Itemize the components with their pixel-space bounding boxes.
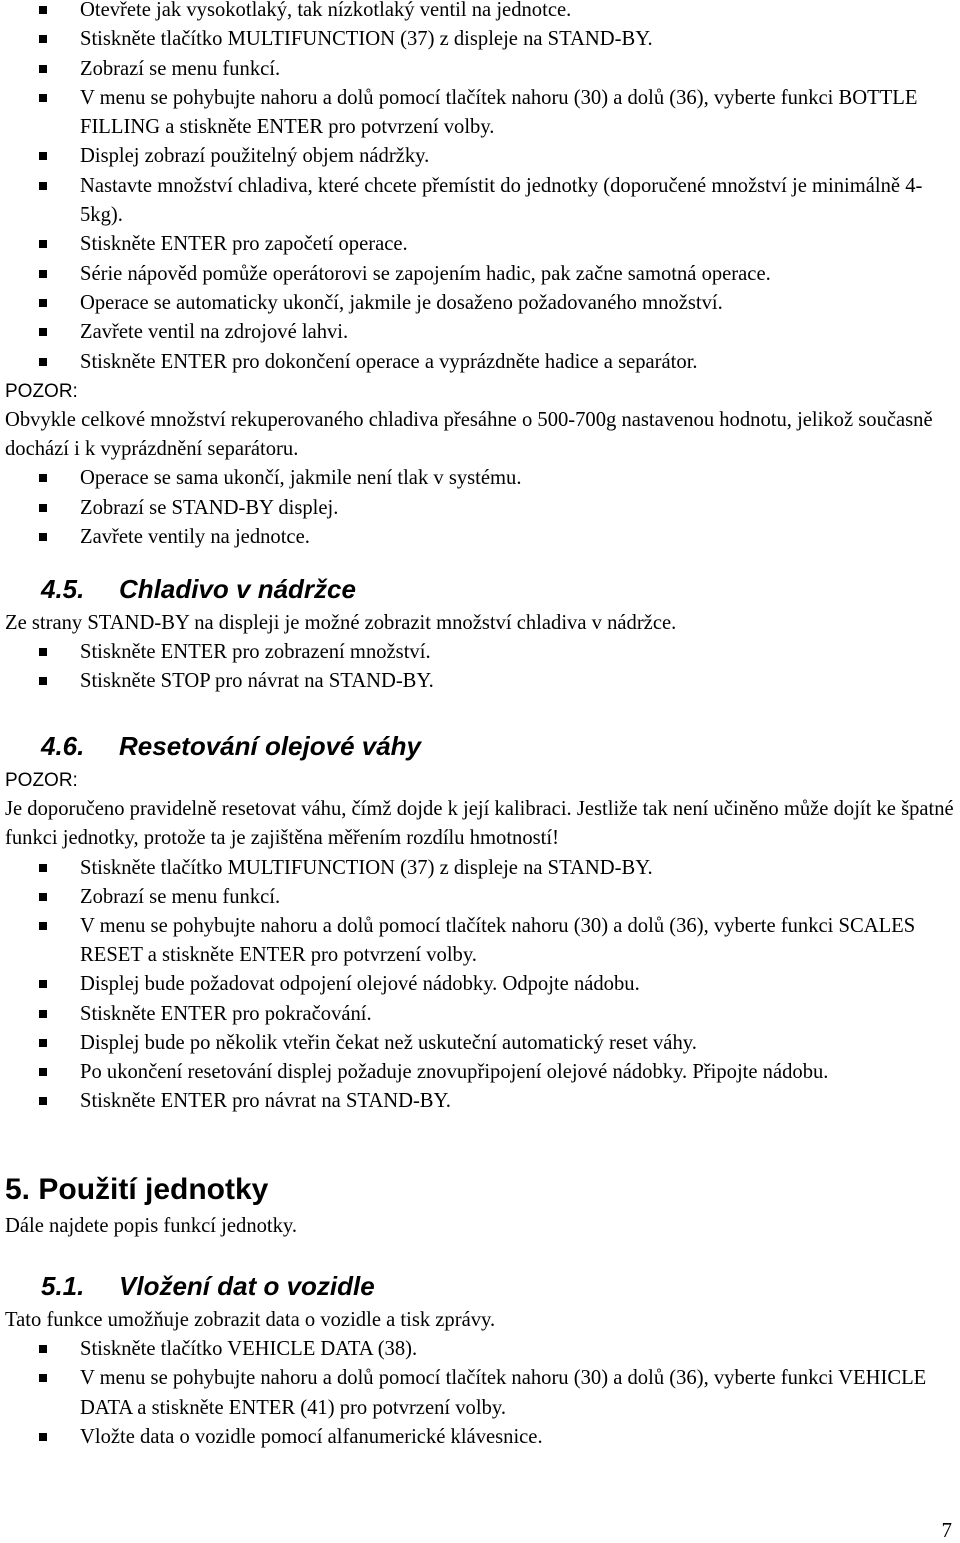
square-bullet-icon (39, 65, 47, 73)
section-intro: Tato funkce umožňuje zobrazit data o vozidle a tisk zprávy. (5, 1309, 496, 1331)
list-item (0, 1058, 960, 1087)
square-bullet-icon (39, 152, 47, 160)
square-bullet-icon (39, 1068, 47, 1076)
square-bullet-icon (39, 474, 47, 482)
chapter-intro: Dále najdete popis funkcí jednotky. (5, 1215, 298, 1237)
square-bullet-icon (39, 270, 47, 278)
list-item-text: Zavřete ventil na zdrojové lahvi. (80, 321, 349, 344)
section-title: Chladivo v nádržce (119, 574, 356, 604)
list-item-text: Stiskněte tlačítko MULTIFUNCTION (37) z displeje na STAND-BY. (80, 856, 653, 879)
section-heading (0, 569, 960, 609)
list-item-text: V menu se pohybujte nahoru a dolů pomocí tlačítek nahoru (30) a dolů (36), vyberte funkci VEHICLE DATA a stiskněte ENTER (41) pro potvrzení volby. (80, 1367, 927, 1419)
list-item (0, 1364, 960, 1422)
square-bullet-icon (39, 1374, 47, 1382)
list-item (0, 260, 960, 289)
square-bullet-icon (39, 182, 47, 190)
section-title: Resetování olejové váhy (119, 731, 422, 761)
square-bullet-icon (39, 533, 47, 541)
square-bullet-icon (39, 6, 47, 14)
list-item-text: Stiskněte STOP pro návrat na STAND-BY. (80, 670, 434, 693)
list-item (0, 523, 960, 552)
list-item-text: Zavřete ventily na jednotce. (80, 526, 310, 549)
list-item (0, 230, 960, 259)
square-bullet-icon (39, 328, 47, 336)
square-bullet-icon (39, 299, 47, 307)
page-number: 7 (941, 1518, 952, 1542)
square-bullet-icon (39, 1010, 47, 1018)
list-item (0, 1335, 960, 1364)
list-item (0, 1000, 960, 1029)
list-item-text: Displej bude po několik vteřin čekat než uskuteční automatický reset váhy. (80, 1031, 697, 1054)
section-heading (0, 1266, 960, 1306)
square-bullet-icon (39, 1433, 47, 1441)
square-bullet-icon (39, 648, 47, 656)
square-bullet-icon (39, 864, 47, 872)
square-bullet-icon (39, 893, 47, 901)
square-bullet-icon (39, 980, 47, 988)
list-item (0, 348, 960, 377)
square-bullet-icon (39, 358, 47, 366)
list-item-text: Stiskněte ENTER pro zobrazení množství. (80, 641, 431, 664)
section-heading (0, 726, 960, 766)
list-item-text: Operace se automaticky ukončí, jakmile je dosaženo požadovaného množství. (80, 291, 723, 314)
list-item-text: Displej bude požadovat odpojení olejové nádobky. Odpojte nádobu. (80, 973, 640, 996)
list-item-text: Displej zobrazí použitelný objem nádržky. (80, 145, 430, 168)
warning-text: Obvykle celkové množství rekuperovaného chladiva přesáhne o 500-700g nastavenou hodnotu, jelikož současně dochází i k vyprázdnění separátoru. (5, 409, 933, 461)
section-number: 4.5. (41, 574, 85, 604)
square-bullet-icon (39, 1345, 47, 1353)
bottle-filling-steps (0, 0, 960, 377)
square-bullet-icon (39, 504, 47, 512)
list-item (0, 172, 960, 231)
list-item-text: Stiskněte ENTER pro návrat na STAND-BY. (80, 1090, 451, 1113)
warning-text: Je doporučeno pravidelně resetovat váhu, čímž dojde k její kalibraci. Jestliže tak není učiněno může dojít ke špatné funkci jednotky, protože ta je zajištěna měřením rozdílu hmotností! (5, 798, 954, 850)
list-item (0, 318, 960, 347)
list-item (0, 912, 960, 970)
warning-label: POZOR: (5, 770, 78, 791)
list-item-text: Zobrazí se STAND-BY displej. (80, 496, 339, 519)
vehicle-data-steps (0, 1335, 960, 1452)
section-5-1 (0, 1266, 960, 1452)
list-item (0, 638, 960, 667)
list-item (0, 1423, 960, 1452)
list-item (0, 1029, 960, 1058)
list-item-text: Stiskněte ENTER pro započetí operace. (80, 233, 408, 256)
list-item (0, 84, 960, 143)
square-bullet-icon (39, 922, 47, 930)
list-item (0, 142, 960, 171)
bottle-filling-procedure (0, 0, 960, 552)
list-item (0, 55, 960, 84)
list-item-text: Zobrazí se menu funkcí. (80, 885, 281, 908)
list-item (0, 1087, 960, 1116)
list-item (0, 854, 960, 883)
list-item (0, 970, 960, 999)
square-bullet-icon (39, 1039, 47, 1047)
list-item-text: Stiskněte tlačítko VEHICLE DATA (38). (80, 1338, 418, 1361)
section-4-5 (0, 569, 960, 697)
list-item (0, 667, 960, 696)
section-intro: Ze strany STAND-BY na displeji je možné zobrazit množství chladiva v nádržce. (5, 612, 677, 634)
list-item (0, 289, 960, 318)
list-item (0, 0, 960, 25)
list-item (0, 883, 960, 912)
list-item (0, 25, 960, 54)
section-number: 4.6. (41, 731, 85, 761)
list-item-text: Stiskněte tlačítko MULTIFUNCTION (37) z displeje na STAND-BY. (80, 28, 653, 51)
list-item-text: Operace se sama ukončí, jakmile není tlak v systému. (80, 467, 522, 490)
square-bullet-icon (39, 35, 47, 43)
square-bullet-icon (39, 1097, 47, 1105)
section-4-6 (0, 726, 960, 1116)
list-item-text: Zobrazí se menu funkcí. (80, 57, 281, 80)
list-item-text: V menu se pohybujte nahoru a dolů pomocí tlačítek nahoru (30) a dolů (36), vyberte funkci BOTTLE FILLING a stiskněte ENTER pro potvrzení volby. (80, 86, 918, 139)
list-item-text: Stiskněte ENTER pro dokončení operace a vyprázdněte hadice a separátor. (80, 350, 698, 373)
section-5 (0, 1168, 960, 1241)
square-bullet-icon (39, 240, 47, 248)
section-title: Vložení dat o vozidle (119, 1271, 375, 1301)
list-item-text: Nastavte množství chladiva, které chcete přemístit do jednotky (doporučené množství je minimálně 4-5kg). (80, 174, 923, 227)
scales-reset-steps (0, 854, 960, 1117)
list-item-text: V menu se pohybujte nahoru a dolů pomocí tlačítek nahoru (30) a dolů (36), vyberte funkci SCALES RESET a stiskněte ENTER pro potvrzení volby. (80, 915, 916, 967)
list-item-text: Série nápověd pomůže operátorovi se zapojením hadic, pak začne samotná operace. (80, 262, 771, 285)
chapter-heading: 5. Použití jednotky (5, 1173, 269, 1206)
tank-steps (0, 638, 960, 696)
list-item-text: Stiskněte ENTER pro pokračování. (80, 1002, 372, 1025)
list-item-text: Otevřete jak vysokotlaký, tak nízkotlaký ventil na jednotce. (80, 0, 572, 21)
square-bullet-icon (39, 94, 47, 102)
list-item-text: Vložte data o vozidle pomocí alfanumerické klávesnice. (80, 1425, 543, 1448)
warning-label: POZOR: (5, 380, 78, 402)
bottle-filling-final-steps (0, 464, 960, 552)
list-item (0, 464, 960, 493)
list-item (0, 494, 960, 523)
list-item-text: Po ukončení resetování displej požaduje znovupřipojení olejové nádobky. Připojte nádobu. (80, 1061, 829, 1084)
square-bullet-icon (39, 677, 47, 685)
section-number: 5.1. (41, 1271, 85, 1301)
